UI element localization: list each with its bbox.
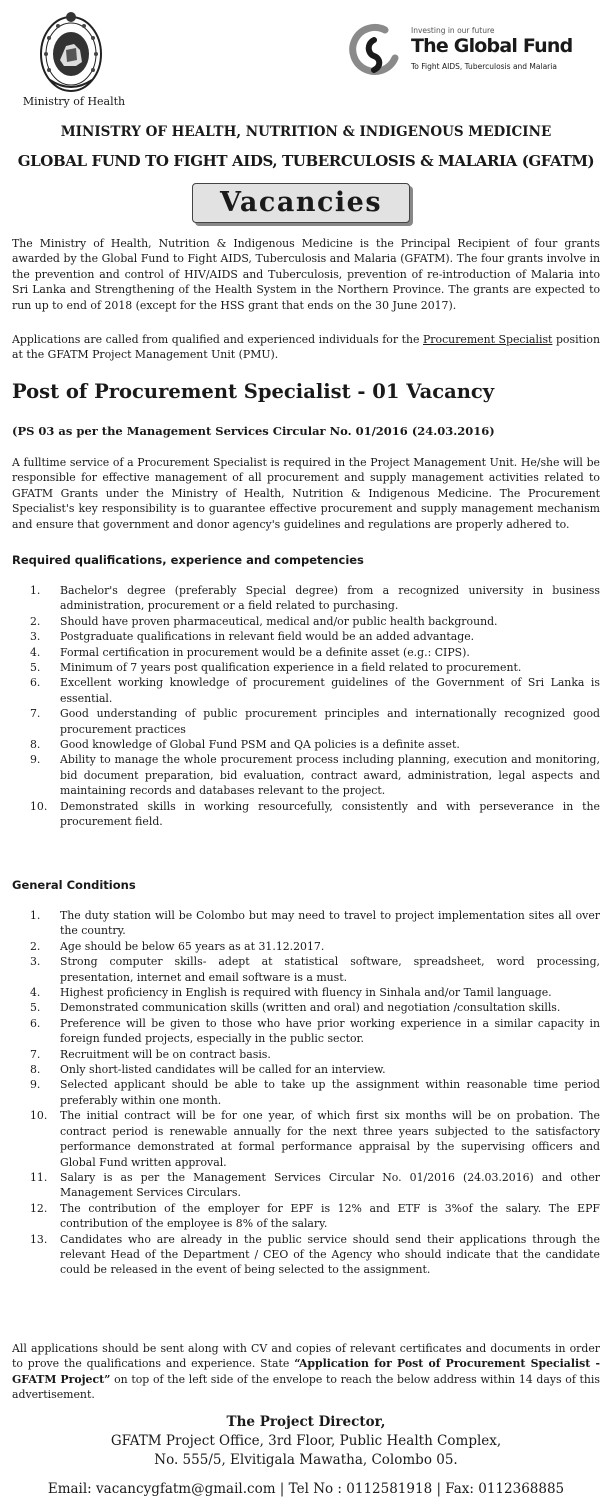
- list-item-text: Age should be below 65 years as at 31.12.2017.: [60, 939, 325, 953]
- global-fund-logo: [345, 22, 600, 82]
- list-item-number: 9.: [30, 1078, 41, 1092]
- address-line-1: GFATM Project Office, 3rd Floor, Public Health Complex,: [110, 1433, 502, 1449]
- logo-tagline: Investing in our future: [411, 26, 495, 35]
- list-item-number: 8.: [30, 738, 41, 752]
- conditions-list: [12, 908, 600, 1278]
- list-item-text: Formal certification in procurement would be a definite asset (e.g.: CIPS).: [60, 645, 470, 659]
- list-item-text: Good knowledge of Global Fund PSM and QA policies is a definite asset.: [60, 738, 460, 752]
- intro-paragraph: The Ministry of Health, Nutrition & Indigenous Medicine is the Principal Recipient of four grants awarded by the Global Fund to Fight AIDS, Tuberculosis and Malaria (GFATM). The four grants involve in the prevention and control of HIV/AIDS and Tuberculosis, prevention of re-introduction of Malaria into Sri Lanka and Strengthening of the Health System in the Northern Province. The grants are expected to run up to end of 2018 (except for the HSS grant that ends on the 30 June 2017).: [12, 237, 600, 312]
- applications-text-after: position at the GFATM Project Management Unit (PMU).: [12, 333, 600, 362]
- list-item-text: Should have proven pharmaceutical, medical and/or public health background.: [60, 614, 498, 628]
- vacancies-banner: [192, 183, 410, 223]
- closing-paragraph: [12, 1341, 600, 1403]
- list-item-text: Candidates who are already in the public service should send their applications through the relevant Head of the Department / CEO of the Agency who should indicate that the candidate could be released in the event of being selected to the assignment.: [60, 1232, 600, 1277]
- global-fund-mark-icon: [345, 22, 403, 80]
- list-item-number: 10.: [30, 799, 48, 813]
- list-item-text: Preference will be given to those who have prior working experience in a similar capacity in foreign funded projects, especially in the public sector.: [60, 1016, 600, 1046]
- sri-lanka-emblem-icon: [36, 10, 106, 94]
- list-item: [12, 799, 600, 830]
- list-item-number: 13.: [30, 1232, 48, 1246]
- list-item: [12, 1016, 600, 1047]
- list-item: [12, 737, 600, 752]
- list-item: [12, 614, 600, 629]
- list-item-text: Salary is as per the Management Services Circular No. 01/2016 (24.03.2016) and other Management Services Circulars.: [60, 1170, 600, 1200]
- list-item-number: 12.: [30, 1201, 48, 1215]
- list-item-number: 7.: [30, 707, 41, 721]
- logo-subtitle: To Fight AIDS, Tuberculosis and Malaria: [411, 62, 557, 71]
- list-item: [12, 939, 600, 954]
- vacancies-banner-text: Vacancies: [219, 187, 383, 218]
- contact-line: Email: vacancygfatm@gmail.com | Tel No : 0112581918 | Fax: 0112368885: [47, 1481, 565, 1497]
- qualifications-list: [12, 583, 600, 830]
- post-grade: (PS 03 as per the Management Services Circular No. 01/2016 (24.03.2016): [12, 424, 495, 438]
- applications-paragraph: [12, 332, 600, 363]
- position-link-text: Procurement Specialist: [422, 333, 553, 346]
- list-item-number: 6.: [30, 676, 41, 690]
- list-item: [12, 908, 600, 939]
- list-item-number: 2.: [30, 939, 41, 953]
- list-item: [12, 1108, 600, 1170]
- list-item-number: 4.: [30, 645, 41, 659]
- list-item: [12, 752, 600, 798]
- list-item-number: 4.: [30, 986, 41, 1000]
- list-item-text: Bachelor's degree (preferably Special degree) from a recognized university in business administration, procurement or a field related to purchasing.: [60, 584, 600, 613]
- list-item-text: Only short-listed candidates will be called for an interview.: [60, 1063, 386, 1077]
- list-item-text: The duty station will be Colombo but may need to travel to project implementation sites all over the country.: [60, 909, 600, 938]
- list-item-number: 5.: [30, 661, 41, 675]
- applications-text-before: Applications are called from qualified and experienced individuals for the: [12, 333, 423, 346]
- list-item-text: Highest proficiency in English is required with fluency in Sinhala and/or Tamil language.: [60, 986, 552, 1000]
- list-item-number: 1.: [30, 909, 41, 922]
- list-item-text: Demonstrated skills in working resourcefully, consistently and with perseverance in the procurement field.: [60, 799, 600, 829]
- list-item: [12, 1062, 600, 1077]
- list-item: [12, 645, 600, 660]
- list-item-text: Excellent working knowledge of procurement guidelines of the Government of Sri Lanka is essential.: [60, 676, 600, 705]
- conditions-heading: General Conditions: [12, 878, 136, 892]
- gfatm-title: GLOBAL FUND TO FIGHT AIDS, TUBERCULOSIS & MALARIA (GFATM): [17, 152, 595, 170]
- list-item-number: 3.: [30, 630, 41, 644]
- ministry-label: Ministry of Health: [22, 95, 126, 108]
- envelope-label: “Application for Post of Procurement Specialist -GFATM Project”: [12, 1357, 600, 1386]
- list-item: [12, 1201, 600, 1232]
- list-item: [12, 1232, 600, 1278]
- list-item-text: Ability to manage the whole procurement process including planning, execution and monitoring, bid document preparation, bid evaluation, contract award, administration, legal aspects and maintaining records and databases relevant to the project.: [60, 753, 600, 798]
- list-item-text: Recruitment will be on contract basis.: [60, 1047, 271, 1061]
- list-item-number: 8.: [30, 1063, 41, 1077]
- list-item-number: 2.: [30, 614, 41, 628]
- list-item-text: The initial contract will be for one year, of which first six months will be on probation. The contract period is renewable annually for the next three years subjected to the satisfactory performance demonstrated at formal performance appraisal by the supervising officers and Global Fund written approval.: [60, 1109, 600, 1169]
- list-item: [12, 706, 600, 737]
- list-item-number: 9.: [30, 753, 41, 767]
- list-item-text: The contribution of the employer for EPF is 12% and ETF is 3%of the salary. The EPF contribution of the employee is 8% of the salary.: [60, 1201, 600, 1231]
- list-item-text: Strong computer skills- adept at statistical software, spreadsheet, word processing, presentation, internet and email software is a must.: [60, 955, 600, 984]
- list-item-number: 10.: [30, 1109, 48, 1123]
- list-item-text: Demonstrated communication skills (written and oral) and negotiation /consultation skills.: [60, 1001, 561, 1015]
- list-item: [12, 629, 600, 644]
- list-item: [12, 985, 600, 1000]
- list-item: [12, 675, 600, 706]
- list-item: [12, 1170, 600, 1201]
- list-item-text: Good understanding of public procurement principles and internationally recognized good procurement practices: [60, 707, 600, 736]
- list-item: [12, 1000, 600, 1015]
- list-item: [12, 660, 600, 675]
- list-item: [12, 1047, 600, 1062]
- list-item-number: 7.: [30, 1047, 41, 1061]
- list-item-text: Minimum of 7 years post qualification experience in a field related to procurement.: [60, 661, 522, 675]
- ministry-title: MINISTRY OF HEALTH, NUTRITION & INDIGENOUS MEDICINE: [60, 124, 552, 140]
- address-recipient: The Project Director,: [226, 1414, 386, 1430]
- list-item-number: 1.: [30, 584, 41, 597]
- list-item-number: 6.: [30, 1016, 41, 1030]
- list-item: [12, 583, 600, 614]
- description-paragraph: A fulltime service of a Procurement Specialist is required in the Project Management Unit. He/she will be responsible for effective management of all procurement and supply management activities related to GFATM Grants under the Ministry of Health, Nutrition & Indigenous Medicine. The Procurement Specialist's key responsibility is to guarantee effective procurement and supply management mechanism and ensure that government and donor agency's guidelines and regulations are properly adhered to.: [12, 456, 600, 531]
- logo-name: The Global Fund: [411, 35, 573, 57]
- list-item-text: Postgraduate qualifications in relevant field would be an added advantage.: [60, 630, 475, 644]
- list-item-text: Selected applicant should be able to take up the assignment within reasonable time period preferably within one month.: [60, 1078, 600, 1107]
- qualifications-heading: Required qualifications, experience and competencies: [12, 553, 364, 567]
- closing-text-after: on top of the left side of the envelope to reach the below address within 14 days of this advertisement.: [12, 1372, 601, 1402]
- list-item: [12, 1077, 600, 1108]
- list-item-number: 3.: [30, 955, 41, 969]
- closing-text-before: All applications should be sent along with CV and copies of relevant certificates and documents in order to prove the qualifications and experience. State: [12, 1342, 600, 1371]
- list-item: [12, 954, 600, 985]
- list-item-number: 11.: [30, 1170, 48, 1184]
- address-line-2: No. 555/5, Elvitigala Mawatha, Colombo 05.: [154, 1452, 458, 1468]
- list-item-number: 5.: [30, 1001, 41, 1015]
- post-title: Post of Procurement Specialist - 01 Vacancy: [12, 380, 495, 403]
